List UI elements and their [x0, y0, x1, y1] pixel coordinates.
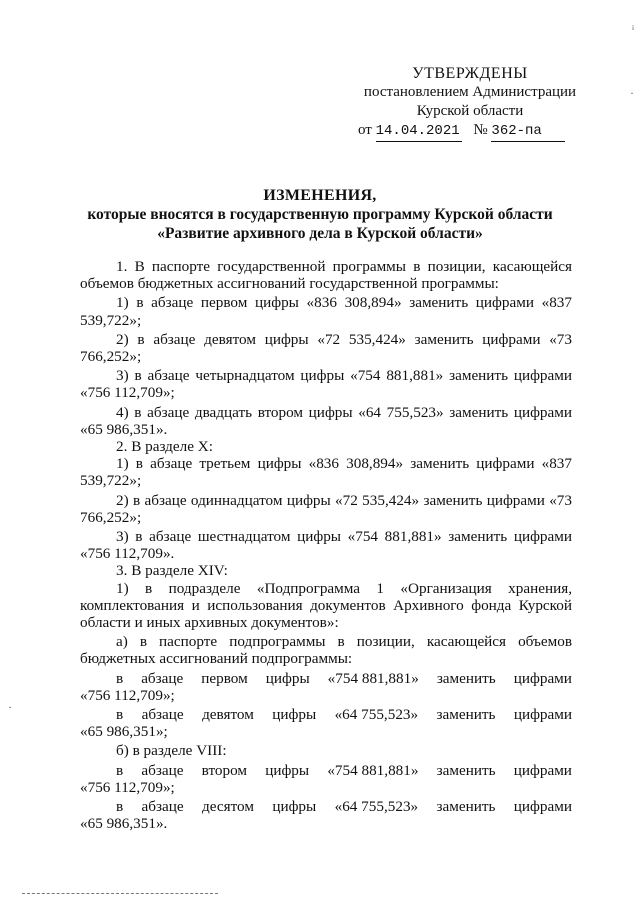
word: «64 755,523» — [334, 798, 419, 816]
approval-number: 362-па — [491, 122, 565, 142]
word: «64 755,523» — [334, 706, 419, 724]
approval-line-2: Курской области — [416, 103, 524, 119]
item-1-4: 4) в абзаце двадцать втором цифры «64 755,523» заменить цифрами «65 986,351». — [80, 403, 572, 438]
word: в — [116, 798, 124, 816]
word: втором — [201, 761, 247, 779]
item-3-a: а) в паспорте подпрограммы в позиции, касающейся объемов бюджетных ассигнований подпрограммы: — [80, 633, 572, 668]
word: цифры — [272, 706, 317, 724]
scan-mark-right: · — [630, 86, 634, 100]
word: абзаце — [141, 761, 184, 779]
word: цифрами — [513, 669, 572, 687]
word: цифры — [265, 669, 310, 687]
scan-mark-left: · — [8, 700, 12, 714]
approval-block — [330, 64, 580, 142]
item-3-a-2-tail: «65 986,351»; — [80, 723, 168, 741]
word: абзаце — [141, 669, 184, 687]
item-2-2: 2) в абзаце одиннадцатом цифры «72 535,424» заменить цифрами «73 766,252»; — [80, 491, 572, 526]
item-2-3: 3) в абзаце шестнадцатом цифры «754 881,881» заменить цифрами «756 112,709». — [80, 528, 572, 563]
number-label: № — [473, 122, 488, 138]
item-2-1: 1) в абзаце третьем цифры «836 308,894» заменить цифрами «837 539,722»; — [80, 455, 572, 490]
word: заменить — [436, 706, 496, 724]
item-3-b-1-tail: «756 112,709»; — [80, 778, 175, 796]
scan-mark-top-right: ᵢ — [632, 18, 634, 32]
item-3-intro: 3. В разделе XIV: — [116, 562, 228, 580]
approval-date-number — [330, 121, 580, 142]
item-1-intro: 1. В паспорте государственной программы в позиции, касающейся объемов бюджетных ассигнований государственной программы: — [80, 258, 572, 293]
word: «754 881,881» — [327, 669, 419, 687]
word: девятом — [202, 706, 254, 724]
word: в — [116, 706, 124, 724]
scan-bottom-line — [22, 893, 218, 894]
item-3-b: б) в разделе VIII: — [116, 742, 227, 760]
word: абзаце — [141, 706, 184, 724]
item-3-a-2 — [80, 706, 572, 723]
approval-line-1: постановлением Администрации — [363, 84, 577, 100]
item-1-1: 1) в абзаце первом цифры «836 308,894» заменить цифрами «837 539,722»; — [80, 294, 572, 329]
word: абзаце — [141, 798, 184, 816]
approval-heading: УТВЕРЖДЕНЫ — [412, 65, 528, 82]
document-title — [60, 186, 580, 243]
word: цифрами — [513, 761, 572, 779]
word: заменить — [436, 669, 496, 687]
word: цифрами — [513, 706, 572, 724]
item-3-b-1 — [80, 762, 572, 779]
word: заменить — [436, 798, 496, 816]
item-1-2: 2) в абзаце девятом цифры «72 535,424» заменить цифрами «73 766,252»; — [80, 330, 572, 366]
item-3-b-2 — [80, 798, 572, 815]
word: в — [116, 669, 124, 687]
item-3-a-1 — [80, 670, 572, 687]
from-label: от — [358, 122, 372, 138]
word: цифры — [265, 761, 310, 779]
approval-date: 14.04.2021 — [376, 122, 462, 142]
item-3-b-2-tail: «65 986,351». — [80, 815, 168, 833]
word: десятом — [202, 798, 254, 816]
word: цифры — [272, 798, 317, 816]
item-2-intro: 2. В разделе X: — [116, 438, 213, 456]
document-body — [80, 258, 572, 833]
title-line-2: которые вносятся в государственную программу Курской области — [87, 206, 553, 223]
word: в — [116, 761, 124, 779]
item-3-1: 1) в подразделе «Подпрограмма 1 «Организация хранения, комплектования и использования документов Архивного фонда Курской области и иных архивных документов»: — [80, 579, 572, 632]
word: заменить — [436, 761, 496, 779]
item-1-3: 3) в абзаце четырнадцатом цифры «754 881,881» заменить цифрами «756 112,709»; — [80, 367, 572, 402]
title-main: ИЗМЕНЕНИЯ, — [263, 187, 377, 204]
word: первом — [201, 669, 248, 687]
item-3-a-1-tail: «756 112,709»; — [80, 686, 175, 704]
title-line-3: «Развитие архивного дела в Курской области» — [157, 225, 483, 242]
word: цифрами — [513, 798, 572, 816]
word: «754 881,881» — [327, 761, 419, 779]
